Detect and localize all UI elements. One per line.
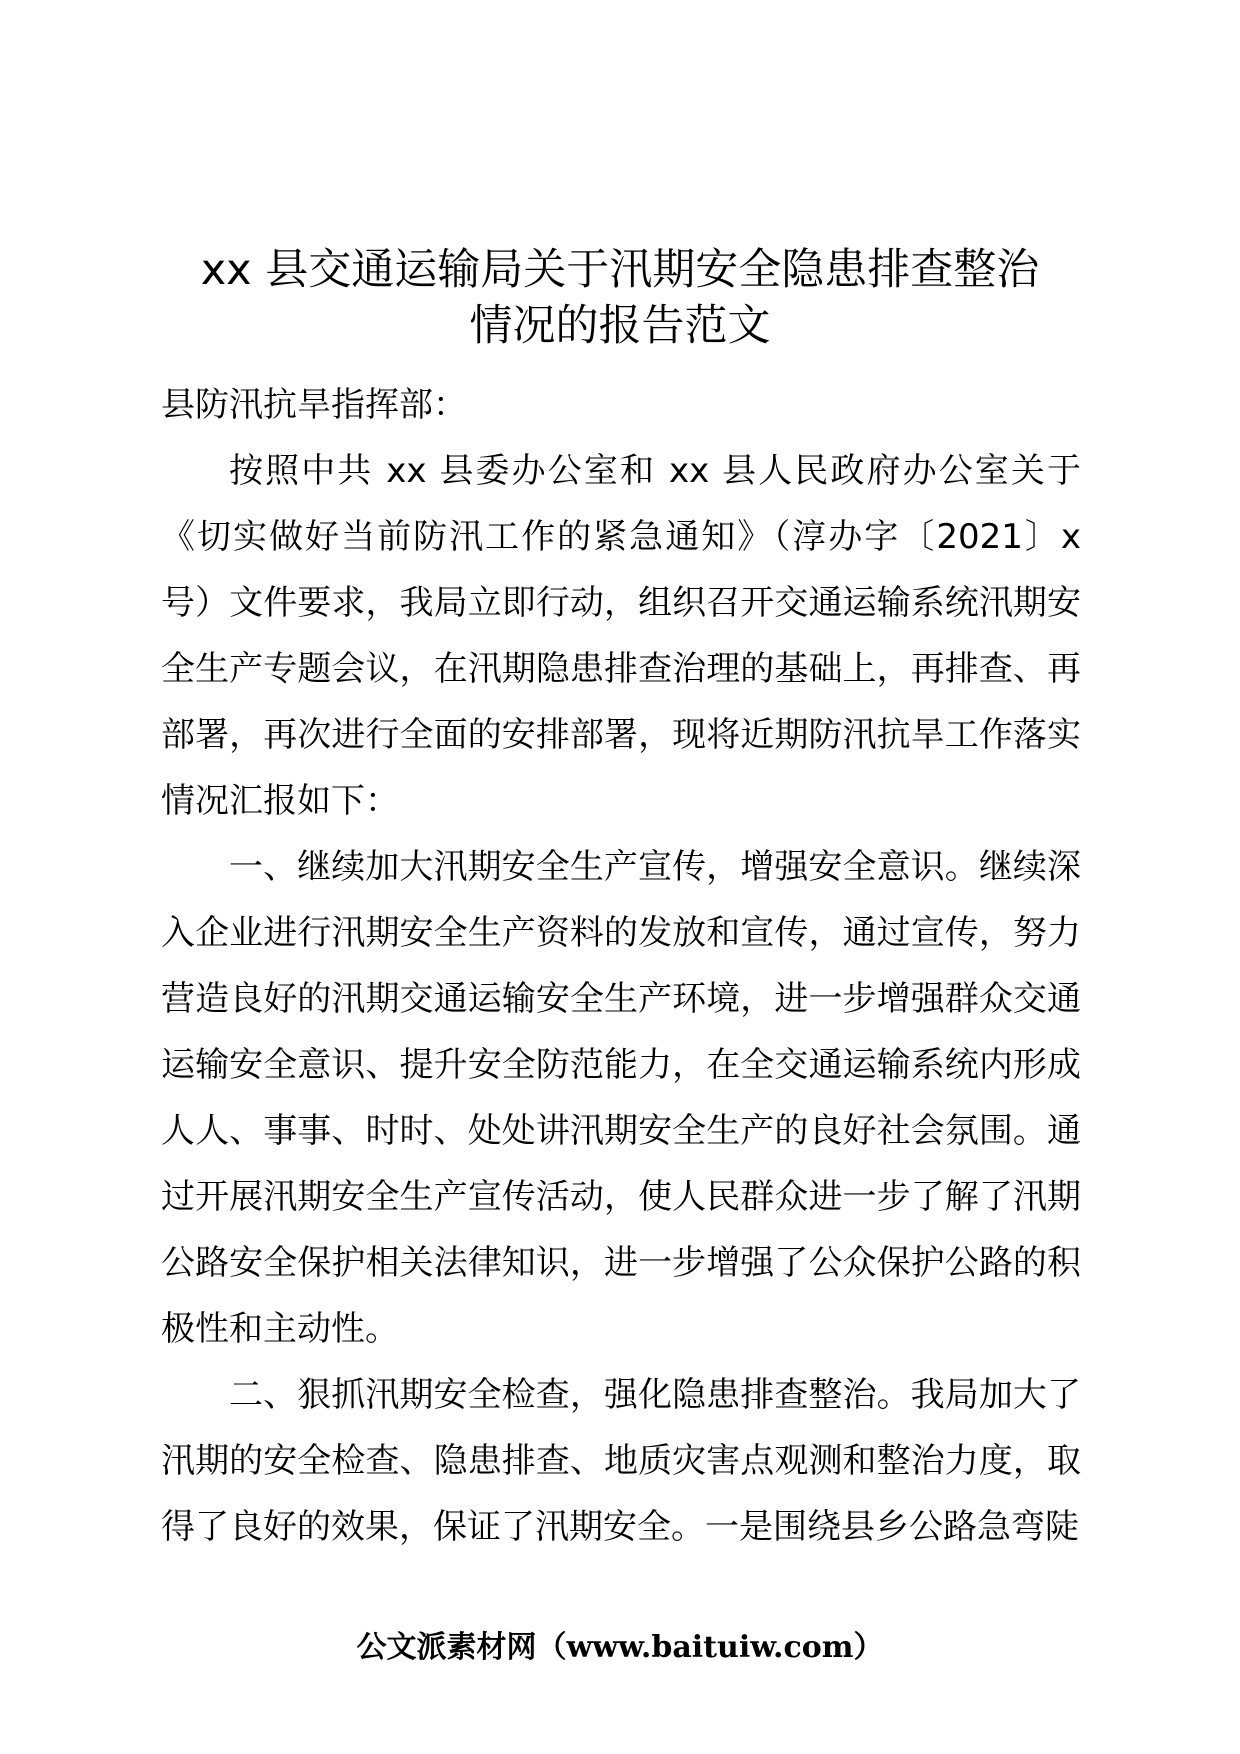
- footer-watermark: 公文派素材网（www.baituiw.com）: [356, 1630, 884, 1665]
- salutation: 县防汛抗旱指挥部：: [161, 385, 467, 425]
- paragraph-intro: 按照中共 xx 县委办公室和 xx 县人民政府办公室关于《切实做好当前防汛工作的紧急通知》（淳办字〔2021〕x 号）文件要求，我局立即行动，组织召开交通运输系统汛期安全生产专题会议，在汛期隐患排查治理的基础上，再排查、再部署，再次进行全面的安排部署，现将近期防汛抗旱工作落实情况汇报如下：: [161, 451, 1081, 821]
- document-title: [150, 242, 1090, 354]
- document-body: [161, 372, 1081, 1560]
- paragraph-section-1: 一、继续加大汛期安全生产宣传，增强安全意识。继续深入企业进行汛期安全生产资料的发放和宣传，通过宣传，努力营造良好的汛期交通运输安全生产环境，进一步增强群众交通运输安全意识、提升安全防范能力，在全交通运输系统内形成人人、事事、时时、处处讲汛期安全生产的良好社会氛围。通过开展汛期安全生产宣传活动，使人民群众进一步了解了汛期公路安全保护相关法律知识，进一步增强了公众保护公路的积极性和主动性。: [161, 847, 1081, 1349]
- title-line-2: 情况的报告范文: [469, 301, 771, 351]
- paragraph-section-2: 二、狠抓汛期安全检查，强化隐患排查整治。我局加大了汛期的安全检查、隐患排查、地质灾害点观测和整治力度，取得了良好的效果，保证了汛期安全。一是围绕县乡公路急弯陡: [161, 1375, 1081, 1547]
- title-line-1: xx 县交通运输局关于汛期安全隐患排查整治: [200, 245, 1040, 295]
